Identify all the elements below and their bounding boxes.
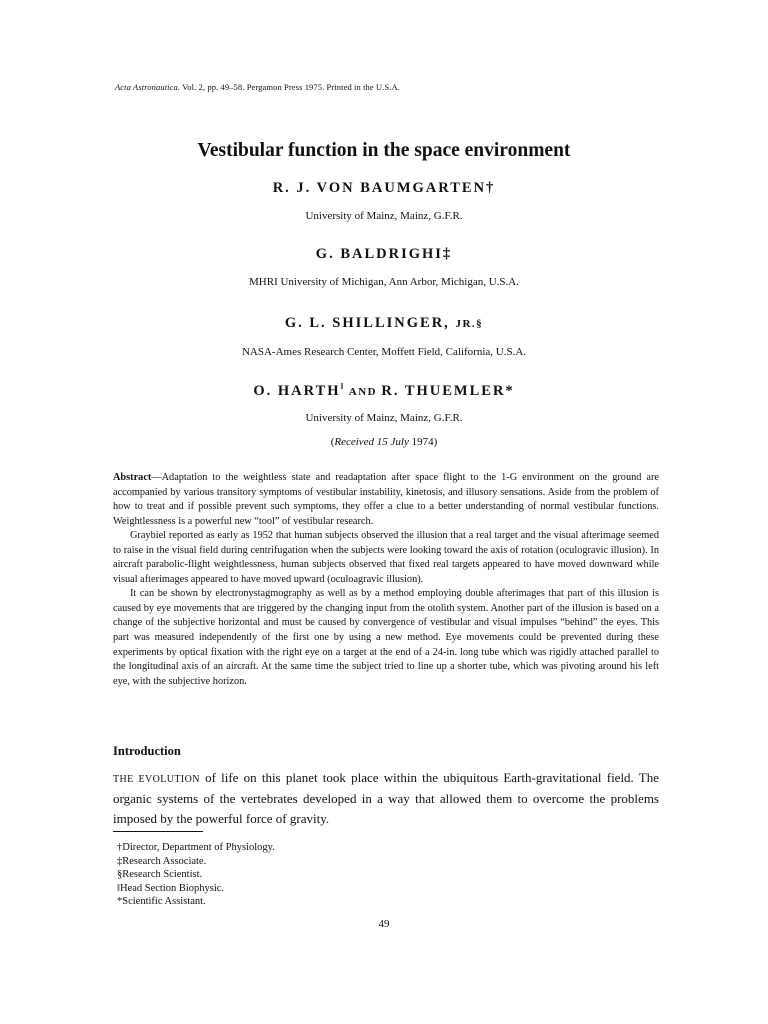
affiliation-1: University of Mainz, Mainz, G.F.R. [305,210,463,222]
received-date: (Received 15 July 1974) [330,436,438,448]
received-year: 1974 [411,436,434,448]
affiliation-3: NASA-Ames Research Center, Moffett Field, California, U.S.A. [241,346,527,358]
footnote-1: †Director, Department of Physiology. [117,842,275,853]
abstract-paragraph-1 [113,471,659,529]
footnote-5: *Scientific Assistant. [117,896,206,907]
abstract-text-1: —Adaptation to the weightless state and readaptation after space flight to the 1-G environment on the ground are accompanied by various transitory symptoms of vestibular instability, kinetosis, and illusory sensations. Aside from the problem of how to treat and if possible prevent such symptoms, they offer a clue to a better understanding of normal vestibular functions. Weightlessness is a powerful new “tool” of vestibular research. [113,472,659,527]
author-1: R. J. VON BAUMGARTEN† [272,180,496,196]
intro-text: of life on this planet took place within the ubiquitous Earth-gravitational field. The organic systems of the vertebrates developed in a way that allowed them to overcome the problems imposed by the powerful force of gravity. [113,770,659,826]
affiliation-2: MHRI University of Michigan, Ann Arbor, Michigan, U.S.A. [249,276,519,288]
abstract-paragraph-3: It can be shown by electronystagmography as well as by a method employing double afterimages that part of this illusion is caused by eye movements that are triggered by the changing input from the otolith system. Another part of the illusion is based on a change of the subjective horizontal and must be caused by convergence of vestibular and visual impulses “behind” the eyes. This part was measured independently of the first one by using a new method. Eye movements could be prevented during these experiments by optical fixation with the right eye on a target at the end of a 24-in. long tube which was rigidly attached parallel to the longitudinal axis of an aircraft. At the same time the subject tried to line up a shorter tube, which was pivoting around his left eye, with the subjective horizon. [113,588,659,687]
footnote-3: §Research Scientist. [117,869,203,880]
intro-lead-words: THE EVOLUTION [113,774,200,785]
affiliation-4: University of Mainz, Mainz, G.F.R. [305,412,463,424]
footnote-2: ‡Research Associate. [117,855,207,867]
author-5-name: R. THUEMLER* [381,382,515,399]
author-conjunction: AND [345,385,382,398]
author-4-mark: ǁ [340,382,346,391]
abstract [113,471,659,689]
author-3 [0,315,768,332]
abstract-label: Abstract [113,472,152,483]
page-number: 49 [378,918,390,930]
received-label: Received [334,436,375,448]
received-date-text: 15 July [374,436,412,448]
section-heading-introduction: Introduction [113,744,181,758]
author-4 [0,382,768,400]
citation-info: Vol. 2, pp. 49–58. Pergamon Press 1975. Printed in the U.S.A. [180,82,400,92]
footnote-4: ǁHead Section Biophysic. [117,882,225,894]
running-header [115,82,400,92]
author-3-suffix: JR.§ [455,318,484,330]
journal-name: Acta Astronautica. [115,82,181,92]
footnote-divider [113,831,203,832]
author-2: G. BALDRIGHI‡ [315,246,453,262]
author-3-name: G. L. SHILLINGER, [284,315,456,331]
paper-title: Vestibular function in the space environment [197,140,571,161]
author-4-name: O. HARTH [253,382,341,399]
abstract-paragraph-2: Graybiel reported as early as 1952 that human subjects observed the illusion that a real target and the visual afterimage seemed to raise in the visual field during centrifugation when the subjects were looking toward the axis of rotation (oculogravic illusion). In aircraft parabolic-flight weightlessness, human subjects observed that fixed real targets appeared to have moved downward while visual afterimages appeared to have moved upward (oculoagravic illusion). [113,530,659,585]
footnotes [117,841,275,909]
introduction-paragraph [113,768,659,828]
